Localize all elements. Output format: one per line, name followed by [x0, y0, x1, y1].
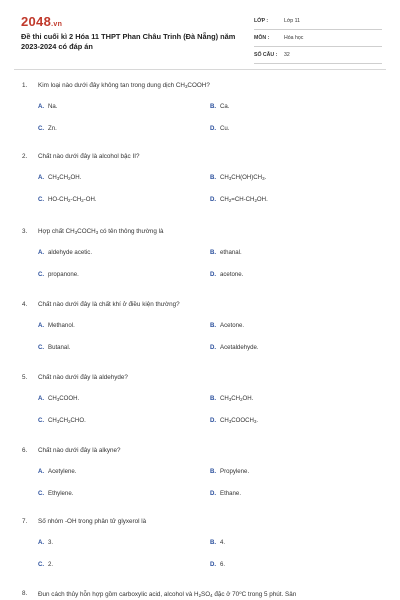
option-text: Acetylene. [48, 468, 77, 475]
option-letter: D. [210, 344, 217, 351]
answer-option-d[interactable] [210, 561, 225, 568]
option-text: Methanol. [48, 322, 75, 329]
answer-option-b[interactable] [210, 103, 229, 110]
option-letter: A. [38, 468, 45, 475]
answer-option-a[interactable] [38, 174, 81, 181]
option-text: Propylene. [220, 468, 250, 475]
option-letter: C. [38, 344, 45, 351]
option-letter: D. [210, 125, 217, 132]
option-text: Zn. [48, 125, 57, 132]
meta-row-grade [254, 16, 382, 30]
option-letter: D. [210, 271, 217, 278]
question-number: 5. [22, 374, 28, 381]
meta-value: 32 [284, 52, 290, 58]
meta-row-count [254, 50, 382, 64]
question-number: 7. [22, 518, 28, 525]
header-divider [14, 69, 386, 70]
answer-option-d[interactable] [210, 271, 243, 278]
option-text: Na. [48, 103, 58, 110]
option-text: Acetaldehyde. [220, 344, 259, 351]
answer-option-c[interactable] [38, 417, 86, 424]
option-letter: B. [210, 395, 217, 402]
answer-option-b[interactable] [210, 539, 225, 546]
option-text: Ca. [220, 103, 230, 110]
answer-option-b[interactable] [210, 468, 249, 475]
option-text: $CH_3CH_2CHO$. [48, 417, 86, 424]
answer-option-d[interactable] [210, 344, 259, 351]
option-text: Ethane. [220, 490, 242, 497]
option-text: $CH_3CH_2OH$. [48, 174, 82, 181]
option-letter: D. [210, 196, 217, 203]
answer-option-d[interactable] [210, 125, 229, 132]
option-text: $CH_3COOH$. [48, 395, 80, 402]
question-number: 8. [22, 590, 28, 597]
option-letter: B. [210, 468, 217, 475]
question-text: Kim loại nào dưới đây không tan trong dung dịch $CH_3COOH$? [38, 82, 210, 89]
option-letter: D. [210, 490, 217, 497]
answer-option-b[interactable] [210, 322, 244, 329]
option-text: $CH_3CH_2OH$. [220, 395, 254, 402]
answer-option-a[interactable] [38, 249, 92, 256]
question-number: 6. [22, 447, 28, 454]
question-text: Chất nào dưới đây là aldehyde? [38, 374, 128, 381]
option-letter: A. [38, 322, 45, 329]
option-letter: A. [38, 539, 45, 546]
question-text: Chất nào dưới đây là alkyne? [38, 447, 121, 454]
option-letter: B. [210, 103, 217, 110]
question-text: Số nhóm -OH trong phân tử glyxerol là [38, 518, 147, 525]
answer-option-d[interactable] [210, 196, 268, 203]
meta-info [254, 16, 382, 67]
answer-option-a[interactable] [38, 395, 79, 402]
meta-label: LỚP : [254, 18, 269, 24]
option-text: 6. [220, 561, 226, 568]
answer-option-b[interactable] [210, 395, 253, 402]
answer-option-c[interactable] [38, 125, 57, 132]
option-letter: C. [38, 490, 45, 497]
option-letter: B. [210, 249, 217, 256]
option-letter: B. [210, 174, 217, 181]
question-text: Đun cách thủy hỗn hợp gồm carboxylic acid, alcohol và $H_2SO_4$ đặc ở 70$^o$C trong 5 phút. Sản [38, 590, 297, 598]
option-text: $CH_2=CH-CH_2OH$. [220, 196, 268, 203]
site-logo[interactable] [21, 14, 62, 29]
meta-label: SỐ CÂU : [254, 52, 278, 58]
answer-option-c[interactable] [38, 490, 73, 497]
option-letter: A. [38, 174, 45, 181]
option-text: Acetone. [220, 322, 245, 329]
answer-option-b[interactable] [210, 174, 266, 181]
option-text: propanone. [48, 271, 79, 278]
option-letter: D. [210, 561, 217, 568]
option-text: $HO-CH_2-CH_2-OH$. [48, 196, 97, 203]
answer-option-c[interactable] [38, 271, 79, 278]
answer-option-c[interactable] [38, 196, 97, 203]
option-text: Cu. [220, 125, 230, 132]
document-title: Đề thi cuối kì 2 Hóa 11 THPT Phan Châu Trinh (Đà Nẵng) năm 2023-2024 có đáp án [21, 32, 236, 51]
question-number: 2. [22, 153, 28, 160]
option-letter: C. [38, 417, 45, 424]
logo-suffix: .vn [51, 21, 63, 28]
option-letter: C. [38, 196, 45, 203]
answer-option-a[interactable] [38, 468, 76, 475]
question-number: 4. [22, 301, 28, 308]
option-letter: B. [210, 322, 217, 329]
question-text: Hợp chất $CH_3COCH_3$ có tên thông thường là [38, 228, 164, 235]
question-number: 3. [22, 228, 28, 235]
option-text: Ethylene. [48, 490, 74, 497]
question-text: Chất nào dưới đây là alcohol bậc II? [38, 153, 140, 160]
option-letter: C. [38, 561, 45, 568]
answer-option-d[interactable] [210, 490, 241, 497]
meta-value: Lớp 11 [284, 18, 300, 24]
option-letter: D. [210, 417, 217, 424]
option-text: acetone. [220, 271, 244, 278]
option-text: $CH_3COOCH_3$. [220, 417, 259, 424]
answer-option-c[interactable] [38, 561, 53, 568]
meta-label: MÔN : [254, 35, 270, 41]
answer-option-b[interactable] [210, 249, 242, 256]
answer-option-a[interactable] [38, 539, 53, 546]
question-number: 1. [22, 82, 28, 89]
option-text: 3. [48, 539, 54, 546]
option-letter: A. [38, 249, 45, 256]
option-letter: A. [38, 103, 45, 110]
option-letter: A. [38, 395, 45, 402]
option-text: Butanal. [48, 344, 71, 351]
option-text: $CH_3CH(OH)CH_3$. [220, 174, 267, 181]
answer-option-a[interactable] [38, 103, 57, 110]
option-letter: C. [38, 125, 45, 132]
option-text: ethanal. [220, 249, 242, 256]
option-letter: C. [38, 271, 45, 278]
option-letter: B. [210, 539, 217, 546]
option-text: aldehyde acetic. [48, 249, 93, 256]
meta-value: Hóa học [284, 35, 304, 41]
option-text: 2. [48, 561, 54, 568]
answer-option-a[interactable] [38, 322, 75, 329]
meta-row-subject [254, 33, 382, 47]
option-text: 4. [220, 539, 226, 546]
question-text: Chất nào dưới đây là chất khí ở điều kiện thường? [38, 301, 180, 308]
answer-option-c[interactable] [38, 344, 70, 351]
logo-text: 2048 [21, 14, 52, 29]
answer-option-d[interactable] [210, 417, 258, 424]
